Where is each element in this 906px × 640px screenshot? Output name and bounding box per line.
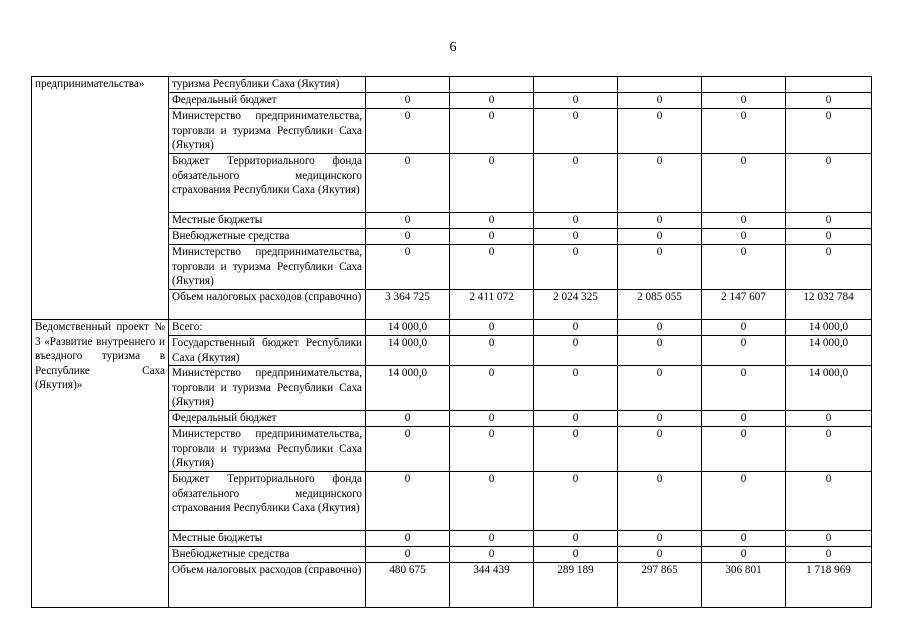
year-value-cell: 0	[450, 472, 534, 531]
year-value-cell: 0	[618, 472, 702, 531]
funding-source-cell: Местные бюджеты	[169, 213, 366, 229]
year-value-cell: 0	[702, 213, 786, 229]
budget-table	[31, 76, 872, 608]
funding-source-cell: Внебюджетные средства	[169, 547, 366, 563]
year-value-cell: 3 364 725	[366, 290, 450, 320]
year-value-cell: 0	[366, 213, 450, 229]
year-value-cell: 306 801	[702, 563, 786, 608]
year-value-cell: 0	[618, 245, 702, 290]
total-value-cell: 0	[786, 411, 872, 427]
year-value-cell: 0	[702, 427, 786, 472]
total-value-cell: 0	[786, 109, 872, 154]
funding-source-cell: Министерство предпринимательства, торговли и туризма Республики Саха (Якутия)	[169, 245, 366, 290]
year-value-cell: 0	[702, 320, 786, 336]
year-value-cell: 0	[702, 229, 786, 245]
funding-source-cell: Министерство предпринимательства, торговли и туризма Республики Саха (Якутия)	[169, 109, 366, 154]
page-number: 6	[449, 40, 457, 55]
year-value-cell: 297 865	[618, 563, 702, 608]
table-row	[32, 77, 872, 93]
funding-source-cell: Бюджет Территориального фонда обязательного медицинского страхования Республики Саха (Якутия)	[169, 154, 366, 213]
year-value-cell: 0	[702, 245, 786, 290]
year-value-cell: 0	[702, 336, 786, 366]
table-body	[32, 77, 872, 608]
year-value-cell: 0	[450, 245, 534, 290]
year-value-cell: 2 085 055	[618, 290, 702, 320]
funding-source-cell: Министерство предпринимательства, торговли и туризма Республики Саха (Якутия)	[169, 366, 366, 411]
year-value-cell: 480 675	[366, 563, 450, 608]
year-value-cell: 0	[618, 109, 702, 154]
year-value-cell: 0	[366, 472, 450, 531]
funding-source-cell: Всего:	[169, 320, 366, 336]
funding-source-cell: Объем налоговых расходов (справочно)	[169, 290, 366, 320]
year-value-cell	[618, 77, 702, 93]
funding-source-cell: Объем налоговых расходов (справочно)	[169, 563, 366, 608]
year-value-cell: 0	[618, 366, 702, 411]
funding-source-cell: Федеральный бюджет	[169, 411, 366, 427]
year-value-cell: 0	[450, 213, 534, 229]
funding-source-cell: Внебюджетные средства	[169, 229, 366, 245]
year-value-cell: 0	[702, 547, 786, 563]
year-value-cell: 289 189	[534, 563, 618, 608]
year-value-cell	[450, 77, 534, 93]
year-value-cell: 0	[450, 320, 534, 336]
year-value-cell: 0	[618, 229, 702, 245]
year-value-cell: 0	[366, 109, 450, 154]
total-value-cell: 0	[786, 154, 872, 213]
year-value-cell: 0	[534, 109, 618, 154]
year-value-cell: 2 024 325	[534, 290, 618, 320]
year-value-cell: 0	[534, 93, 618, 109]
year-value-cell: 2 147 607	[702, 290, 786, 320]
year-value-cell: 0	[618, 411, 702, 427]
total-value-cell: 0	[786, 213, 872, 229]
year-value-cell: 0	[702, 531, 786, 547]
funding-source-cell: Федеральный бюджет	[169, 93, 366, 109]
year-value-cell: 0	[534, 427, 618, 472]
total-value-cell: 14 000,0	[786, 336, 872, 366]
total-value-cell: 14 000,0	[786, 366, 872, 411]
total-value-cell: 0	[786, 472, 872, 531]
year-value-cell: 0	[450, 547, 534, 563]
year-value-cell: 0	[618, 213, 702, 229]
year-value-cell: 0	[366, 245, 450, 290]
year-value-cell: 0	[450, 229, 534, 245]
total-value-cell: 14 000,0	[786, 320, 872, 336]
year-value-cell: 0	[534, 245, 618, 290]
year-value-cell: 0	[534, 531, 618, 547]
total-value-cell: 0	[786, 427, 872, 472]
year-value-cell: 14 000,0	[366, 366, 450, 411]
year-value-cell: 0	[450, 93, 534, 109]
year-value-cell: 0	[534, 154, 618, 213]
project-name-cell: предпринимательства»	[32, 77, 169, 320]
year-value-cell: 0	[534, 336, 618, 366]
total-value-cell: 0	[786, 547, 872, 563]
funding-source-cell: Государственный бюджет Республики Саха (Якутия)	[169, 336, 366, 366]
year-value-cell: 0	[702, 93, 786, 109]
year-value-cell: 0	[618, 531, 702, 547]
year-value-cell: 14 000,0	[366, 320, 450, 336]
year-value-cell: 0	[450, 531, 534, 547]
year-value-cell: 2 411 072	[450, 290, 534, 320]
year-value-cell: 0	[450, 336, 534, 366]
year-value-cell: 0	[366, 531, 450, 547]
total-value-cell: 12 032 784	[786, 290, 872, 320]
year-value-cell: 0	[366, 547, 450, 563]
year-value-cell: 344 439	[450, 563, 534, 608]
year-value-cell: 0	[366, 229, 450, 245]
year-value-cell: 0	[450, 411, 534, 427]
year-value-cell: 0	[702, 154, 786, 213]
year-value-cell: 0	[618, 336, 702, 366]
year-value-cell: 0	[450, 366, 534, 411]
funding-source-cell: Местные бюджеты	[169, 531, 366, 547]
year-value-cell	[366, 77, 450, 93]
year-value-cell: 0	[618, 427, 702, 472]
total-value-cell: 0	[786, 93, 872, 109]
year-value-cell: 0	[450, 109, 534, 154]
year-value-cell: 0	[534, 213, 618, 229]
year-value-cell: 0	[702, 472, 786, 531]
year-value-cell: 0	[534, 411, 618, 427]
total-value-cell: 0	[786, 245, 872, 290]
year-value-cell: 0	[450, 154, 534, 213]
year-value-cell: 0	[618, 547, 702, 563]
year-value-cell: 0	[534, 547, 618, 563]
year-value-cell: 0	[702, 366, 786, 411]
total-value-cell	[786, 77, 872, 93]
year-value-cell: 0	[534, 366, 618, 411]
year-value-cell	[702, 77, 786, 93]
year-value-cell: 0	[618, 320, 702, 336]
total-value-cell: 0	[786, 531, 872, 547]
funding-source-cell: Бюджет Территориального фонда обязательного медицинского страхования Республики Саха (Якутия)	[169, 472, 366, 531]
year-value-cell	[534, 77, 618, 93]
year-value-cell: 0	[366, 427, 450, 472]
year-value-cell: 0	[534, 229, 618, 245]
year-value-cell: 0	[366, 411, 450, 427]
year-value-cell: 0	[534, 472, 618, 531]
total-value-cell: 1 718 969	[786, 563, 872, 608]
year-value-cell: 0	[534, 320, 618, 336]
year-value-cell: 0	[366, 154, 450, 213]
year-value-cell: 0	[702, 411, 786, 427]
year-value-cell: 0	[366, 93, 450, 109]
year-value-cell: 0	[702, 109, 786, 154]
project-name-cell: Ведомственный проект № 3 «Развитие внутреннего и въездного туризма в Республике Саха (Якутия)»	[32, 320, 169, 608]
year-value-cell: 0	[618, 93, 702, 109]
year-value-cell: 0	[618, 154, 702, 213]
year-value-cell: 14 000,0	[366, 336, 450, 366]
table-row	[32, 320, 872, 336]
funding-source-cell: Министерство предпринимательства, торговли и туризма Республики Саха (Якутия)	[169, 427, 366, 472]
total-value-cell: 0	[786, 229, 872, 245]
year-value-cell: 0	[450, 427, 534, 472]
funding-source-cell: туризма Республики Саха (Якутия)	[169, 77, 366, 93]
